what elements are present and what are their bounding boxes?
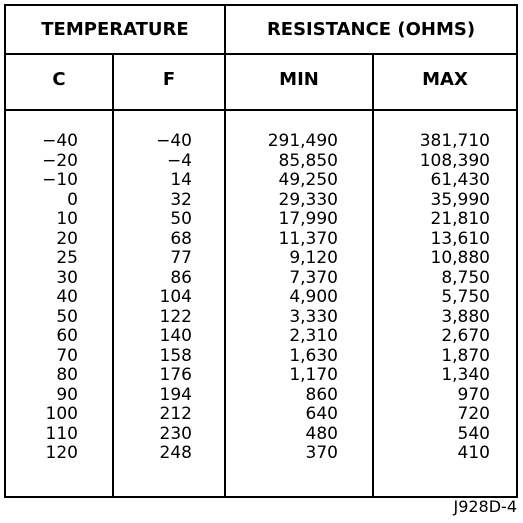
table-cell-f: 248: [159, 443, 192, 463]
table-cell-max: 2,670: [441, 326, 490, 346]
table-cell-min: 9,120: [289, 248, 338, 268]
table-cell-c: 20: [56, 228, 78, 249]
table-cell-c: 0: [67, 189, 78, 210]
table-cell-max: 21,810: [430, 209, 490, 229]
max-column: [374, 132, 490, 464]
max-header: MAX: [422, 69, 468, 90]
table-cell-min: 1,170: [289, 365, 338, 385]
table-cell-max: 381,710: [419, 131, 490, 151]
fahrenheit-column: [114, 132, 192, 464]
table-cell-f: 14: [170, 170, 192, 190]
table-cell-f: 86: [170, 267, 192, 288]
temperature-header: TEMPERATURE: [41, 19, 189, 40]
table-cell-max: 1,870: [441, 345, 490, 366]
table-cell-c: 80: [56, 365, 78, 385]
table-cell-c: 120: [45, 443, 78, 463]
table-cell-min: 2,310: [289, 326, 338, 346]
table-cell-min: 860: [305, 384, 338, 405]
table-cell-c: −20: [42, 150, 78, 171]
table-cell-f: 230: [159, 423, 192, 444]
temperature-resistance-table: [4, 4, 518, 498]
table-cell-min: 11,370: [278, 228, 338, 249]
table-cell-f: 122: [159, 306, 192, 327]
table-cell-c: 110: [45, 423, 78, 444]
min-header: MIN: [279, 69, 319, 90]
table-cell-min: 49,250: [278, 170, 338, 190]
resistance-header: RESISTANCE (OHMS): [266, 19, 476, 40]
table-cell-c: 70: [56, 345, 78, 366]
table-cell-min: 85,850: [278, 150, 338, 171]
table-cell-min: 3,330: [289, 306, 338, 327]
table-cell-c: 40: [56, 287, 78, 307]
table-cell-f: 176: [159, 365, 192, 385]
table-cell-f: 68: [170, 228, 192, 249]
table-cell-f: 104: [159, 287, 192, 307]
table-cell-max: 1,340: [441, 365, 490, 385]
table-cell-max: 970: [457, 384, 490, 405]
table-cell-max: 540: [457, 423, 490, 444]
subheader-divider: [6, 109, 516, 111]
table-cell-min: 29,330: [278, 189, 338, 210]
table-cell-min: 7,370: [289, 267, 338, 288]
min-column: [226, 132, 338, 464]
table-cell-f: −4: [166, 150, 192, 171]
table-cell-max: 5,750: [441, 287, 490, 307]
table-cell-c: 50: [56, 306, 78, 327]
table-cell-f: 140: [159, 326, 192, 346]
header-divider: [6, 53, 516, 55]
table-cell-max: 35,990: [430, 189, 490, 210]
table-cell-c: −10: [42, 170, 78, 190]
table-cell-max: 61,430: [430, 170, 490, 190]
table-cell-f: 50: [170, 209, 192, 229]
table-cell-c: 25: [56, 248, 78, 268]
table-cell-f: 77: [170, 248, 192, 268]
table-cell-min: 4,900: [289, 287, 338, 307]
table-cell-min: 480: [305, 423, 338, 444]
table-cell-c: 60: [56, 326, 78, 346]
table-cell-max: 108,390: [419, 150, 490, 171]
table-cell-max: 13,610: [430, 228, 490, 249]
table-cell-c: 30: [56, 267, 78, 288]
table-cell-f: −40: [156, 131, 192, 151]
table-cell-min: 640: [305, 404, 338, 424]
table-cell-max: 10,880: [430, 248, 490, 268]
table-cell-c: 10: [56, 209, 78, 229]
table-cell-c: 90: [56, 384, 78, 405]
table-cell-min: 1,630: [289, 345, 338, 366]
table-cell-max: 3,880: [441, 306, 490, 327]
table-cell-min: 291,490: [267, 131, 338, 151]
table-cell-c: −40: [42, 131, 78, 151]
figure-id: J928D-4: [453, 497, 517, 516]
table-cell-max: 8,750: [441, 267, 490, 288]
table-cell-min: 370: [305, 443, 338, 463]
table-cell-f: 194: [159, 384, 192, 405]
fahrenheit-header: F: [162, 69, 176, 90]
celsius-column: [6, 132, 78, 464]
table-cell-max: 410: [457, 443, 490, 463]
table-cell-max: 720: [457, 404, 490, 424]
table-cell-min: 17,990: [278, 209, 338, 229]
table-cell-f: 32: [170, 189, 192, 210]
table-cell-c: 100: [45, 404, 78, 424]
table-cell-f: 158: [159, 345, 192, 366]
celsius-header: C: [52, 69, 66, 90]
table-cell-f: 212: [159, 404, 192, 424]
